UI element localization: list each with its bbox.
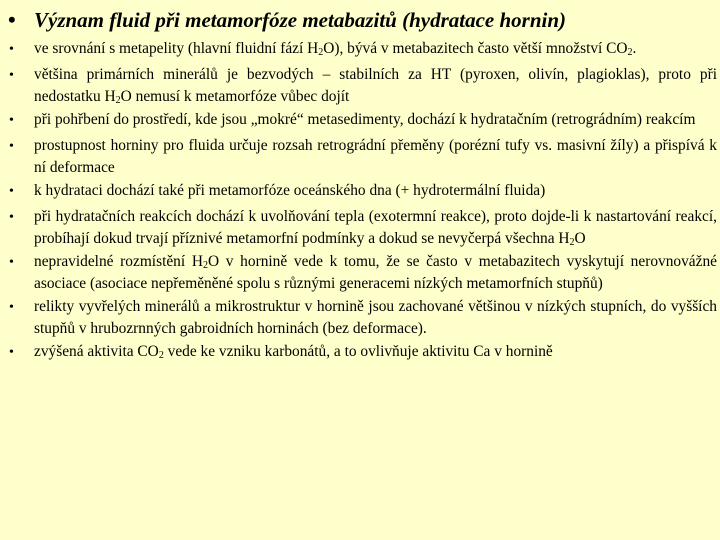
bullet-text-segment: prostupnost horniny pro fluida určuje rozsah retrográdní přeměny (porézní tufy vs. masivní žíly) a přispívá k ní deformace xyxy=(34,137,717,176)
bullet-text-segment: vede ke vzniku karbonátů, a to ovlivňuje aktivitu Ca v hornině xyxy=(163,343,553,360)
bullet-text xyxy=(34,109,717,131)
bullet-marker: • xyxy=(9,345,14,360)
subscript: 2 xyxy=(115,94,121,106)
bullet-text-segment: zvýšená aktivita CO xyxy=(34,343,159,360)
bullet-marker: • xyxy=(9,210,14,225)
bullet-marker: • xyxy=(9,255,14,270)
bullet-text-segment: . xyxy=(632,40,637,57)
bullet-text-segment: O xyxy=(574,229,586,247)
bullet-item xyxy=(8,251,718,294)
bullet-text xyxy=(34,341,717,363)
bullet-text xyxy=(34,64,717,107)
bullet-item xyxy=(8,135,718,178)
bullet-marker: • xyxy=(9,139,14,154)
slide-title: Význam fluid při metamorfóze metabazitů (hydratace hornin) xyxy=(34,8,567,32)
bullet-marker: • xyxy=(9,113,14,128)
bullet-marker: • xyxy=(9,68,14,83)
bullet-text-segment: při hydratačních reakcích dochází k uvolňování tepla (exotermní reakce), proto dojde-li k nastartování reakcí, probíhají dokud trvají příznivé metamorfní podmínky a dokud se nevyčerpá všechna H xyxy=(34,208,717,247)
bullet-item xyxy=(8,296,718,339)
title-bullet: • xyxy=(8,7,16,32)
bullet-item xyxy=(8,180,718,204)
bullet-item xyxy=(8,206,718,249)
bullet-marker: • xyxy=(9,42,14,57)
bullet-list xyxy=(8,38,718,367)
bullet-text-segment: O nemusí k metamorfóze vůbec dojít xyxy=(120,87,350,105)
bullet-item xyxy=(8,341,718,365)
bullet-text-segment: většina primárních minerálů je bezvodých – stabilních za HT (pyroxen, olivín, plagioklas), proto při nedostatku H xyxy=(34,66,717,105)
bullet-text xyxy=(34,38,717,60)
subscript: 2 xyxy=(158,350,164,361)
bullet-text-segment: relikty vyvřelých minerálů a mikrostruktur v hornině jsou zachované většinou v nízkých stupních, do vyšších stupňů v hrubozrnných gabroidních horninách (bez deformace). xyxy=(34,298,717,337)
bullet-text-segment: O), bývá v metabazitech často větší množství CO xyxy=(323,40,628,57)
bullet-text xyxy=(34,251,717,294)
bullet-marker: • xyxy=(9,300,14,315)
bullet-text-segment: při pohřbení do prostředí, kde jsou „mokré“ metasedimenty, dochází k hydratačním (retrográdním) reakcím xyxy=(34,111,696,128)
bullet-text-segment: k hydrataci dochází také při metamorfóze oceánského dna (+ hydrotermální fluida) xyxy=(34,182,546,199)
bullet-item xyxy=(8,64,718,107)
bullet-text-segment: ve srovnání s metapelity (hlavní fluidní fází H xyxy=(34,40,319,57)
bullet-text-segment: nepravidelné rozmístění H xyxy=(34,253,203,270)
bullet-text xyxy=(34,296,717,339)
bullet-text-segment: O v hornině vede k tomu, že se často v metabazitech vyskytují nerovnovážné asociace (asociace nepřeměněné spolu s různými generacemi nízkých metamorfních stupňů) xyxy=(34,253,717,292)
subscript: 2 xyxy=(627,47,633,58)
bullet-item xyxy=(8,38,718,62)
subscript: 2 xyxy=(318,47,324,58)
bullet-marker: • xyxy=(9,184,14,199)
bullet-text xyxy=(34,135,717,178)
bullet-item xyxy=(8,109,718,133)
title-row xyxy=(8,7,708,33)
bullet-text xyxy=(34,206,717,249)
subscript: 2 xyxy=(202,260,208,271)
subscript: 2 xyxy=(569,236,575,248)
bullet-text xyxy=(34,180,717,202)
